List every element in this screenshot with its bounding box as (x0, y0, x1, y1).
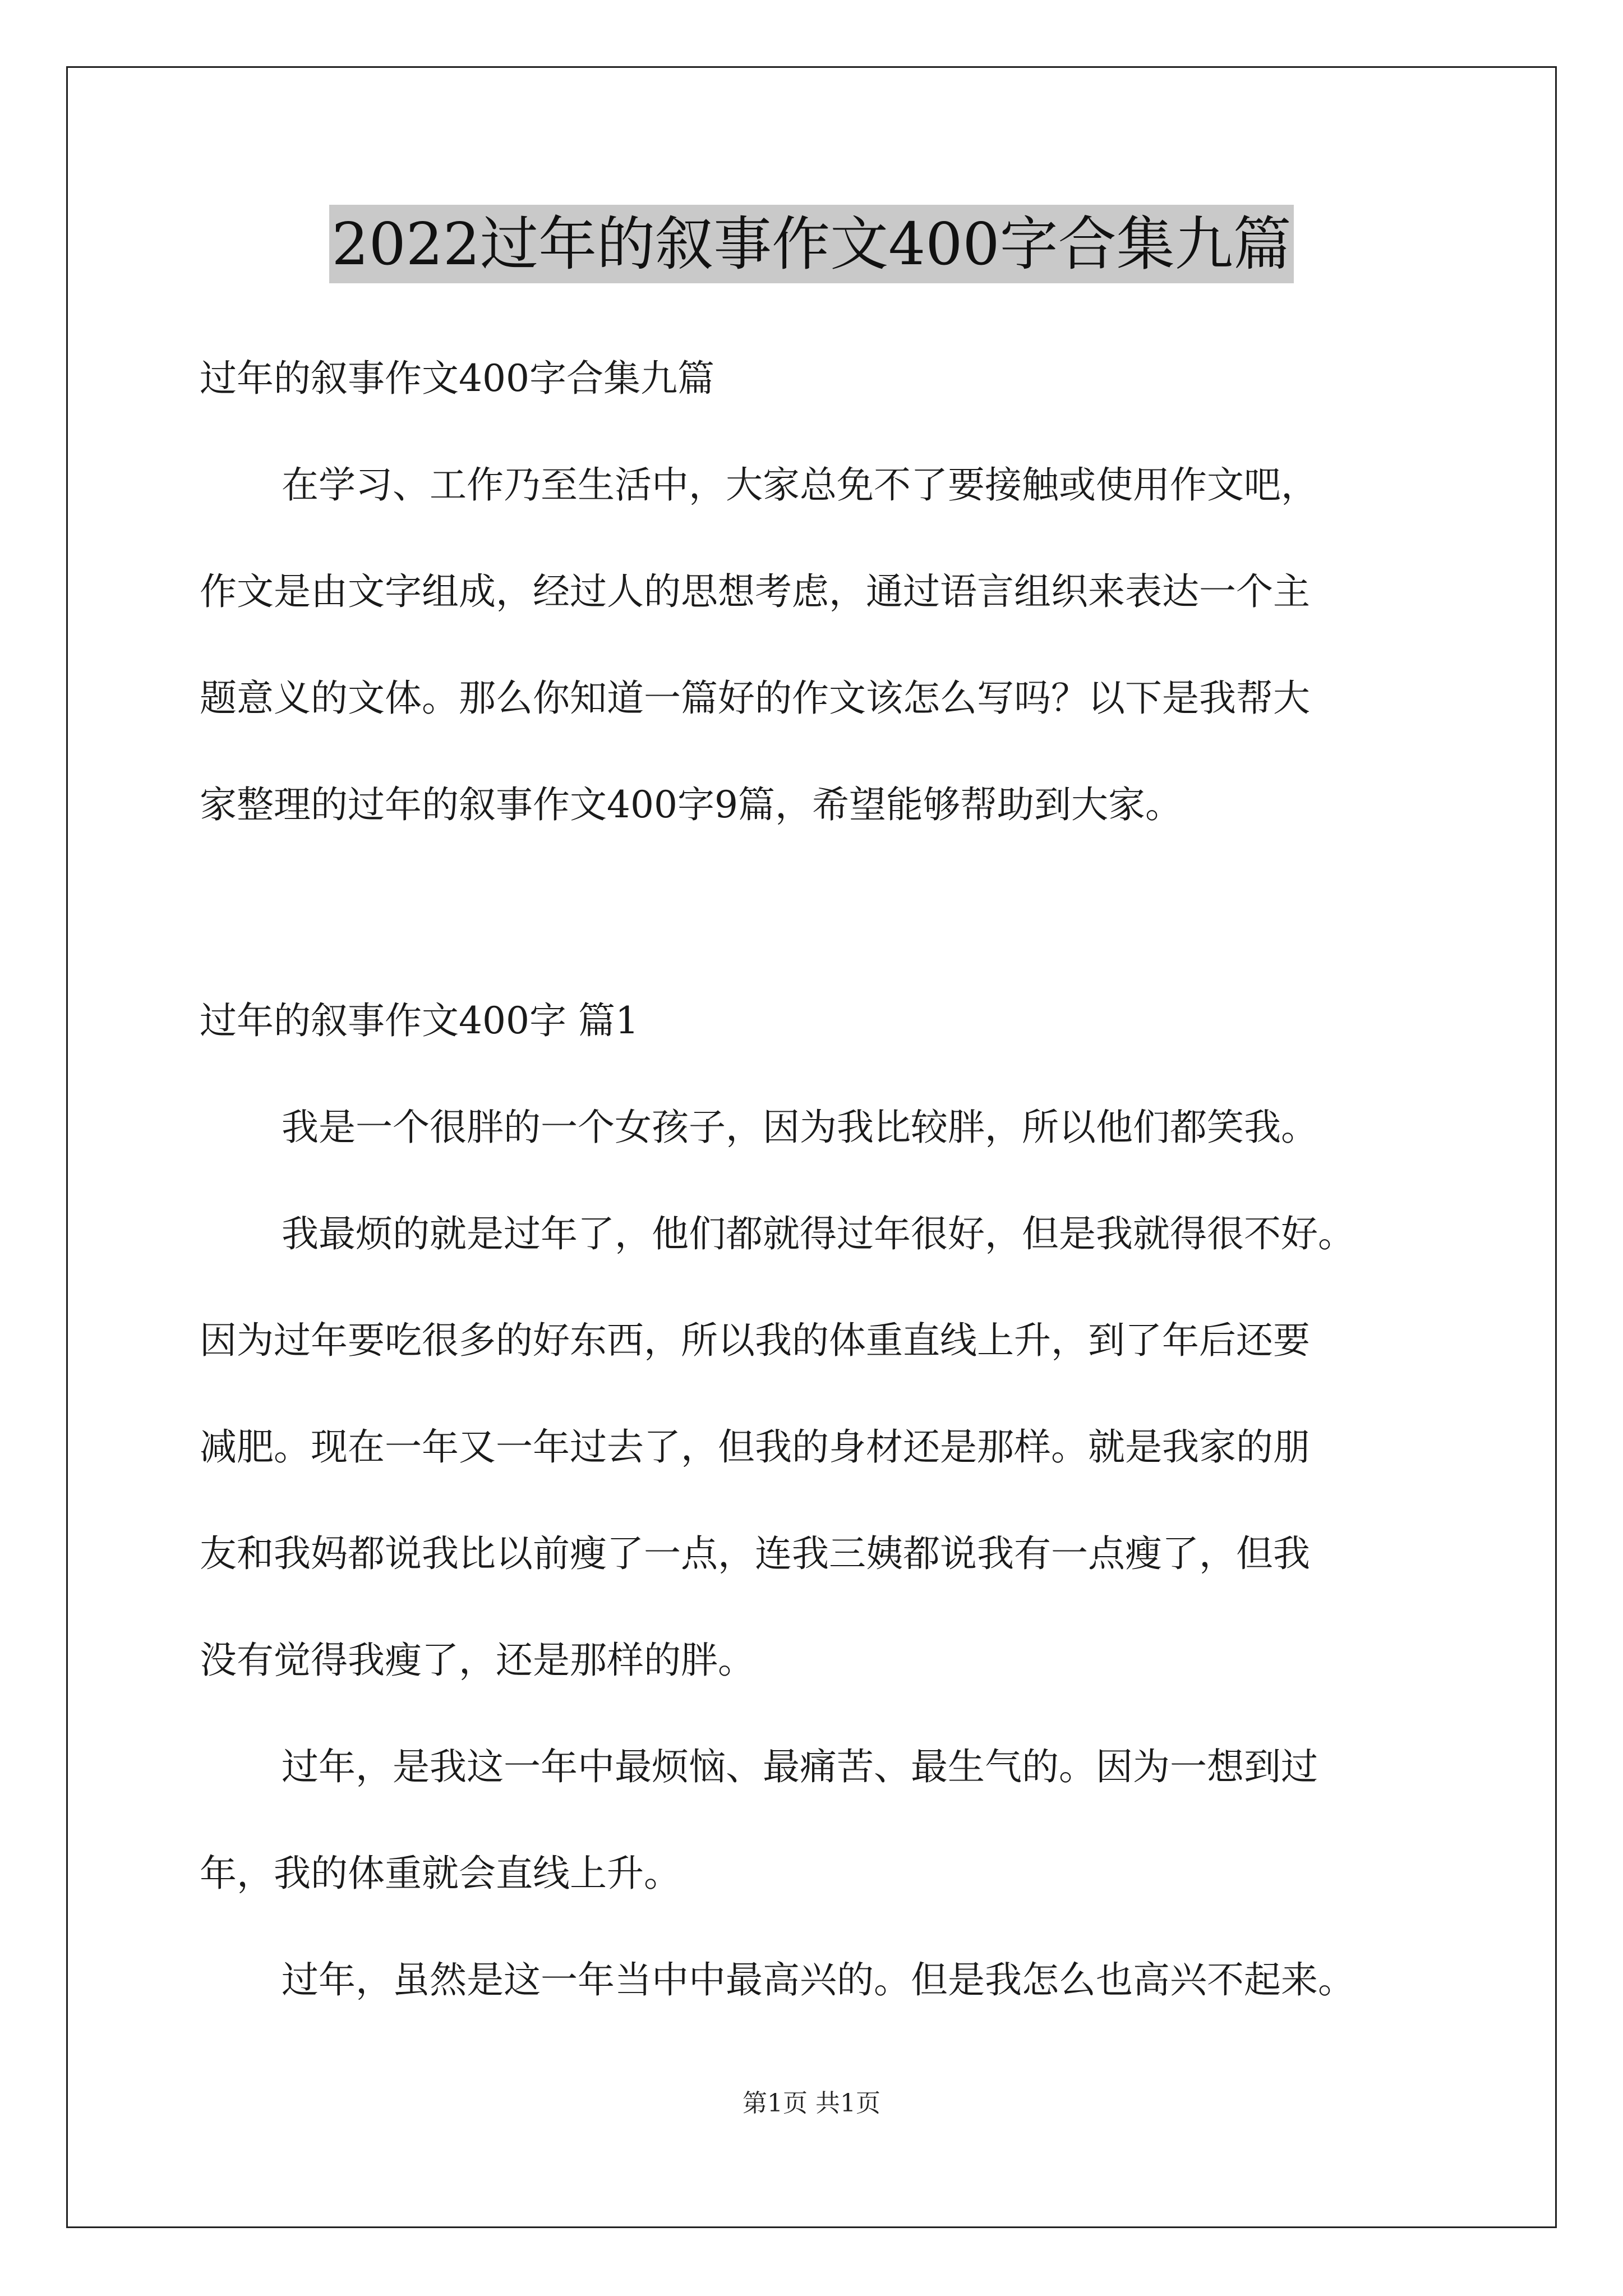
body-line: 减肥。现在一年又一年过去了，但我的身材还是那样。就是我家的朋 (200, 1425, 1310, 1469)
intro-line: 题意义的文体。那么你知道一篇好的作文该怎么写吗？以下是我帮大 (200, 677, 1310, 720)
body-line: 过年，虽然是这一年当中中最高兴的。但是我怎么也高兴不起来。 (282, 1958, 1355, 2001)
body-line: 没有觉得我瘦了，还是那样的胖。 (200, 1639, 755, 1682)
body-line: 因为过年要吃很多的好东西，所以我的体重直线上升，到了年后还要 (200, 1319, 1310, 1362)
body-line: 友和我妈都说我比以前瘦了一点，连我三姨都说我有一点瘦了，但我 (200, 1532, 1310, 1575)
section-heading: 过年的叙事作文400字 篇1 (200, 999, 639, 1042)
body-line: 我是一个很胖的一个女孩子，因为我比较胖，所以他们都笑我。 (282, 1106, 1318, 1149)
document-title: 2022过年的叙事作文400字合集九篇 (329, 205, 1293, 283)
body-line: 过年，是我这一年中最烦恼、最痛苦、最生气的。因为一想到过 (282, 1745, 1318, 1788)
page-footer: 第1页 共1页 (743, 2089, 880, 2118)
intro-line: 作文是由文字组成，经过人的思想考虑，通过语言组织来表达一个主 (200, 570, 1310, 613)
body-line: 年，我的体重就会直线上升。 (200, 1852, 681, 1895)
body-line: 我最烦的就是过年了，他们都就得过年很好，但是我就得很不好。 (282, 1212, 1355, 1255)
intro-line: 家整理的过年的叙事作文400字9篇，希望能够帮助到大家。 (200, 783, 1182, 826)
subtitle: 过年的叙事作文400字合集九篇 (200, 357, 714, 400)
title-block (0, 205, 1623, 283)
intro-line: 在学习、工作乃至生活中，大家总免不了要接触或使用作文吧， (282, 463, 1318, 507)
